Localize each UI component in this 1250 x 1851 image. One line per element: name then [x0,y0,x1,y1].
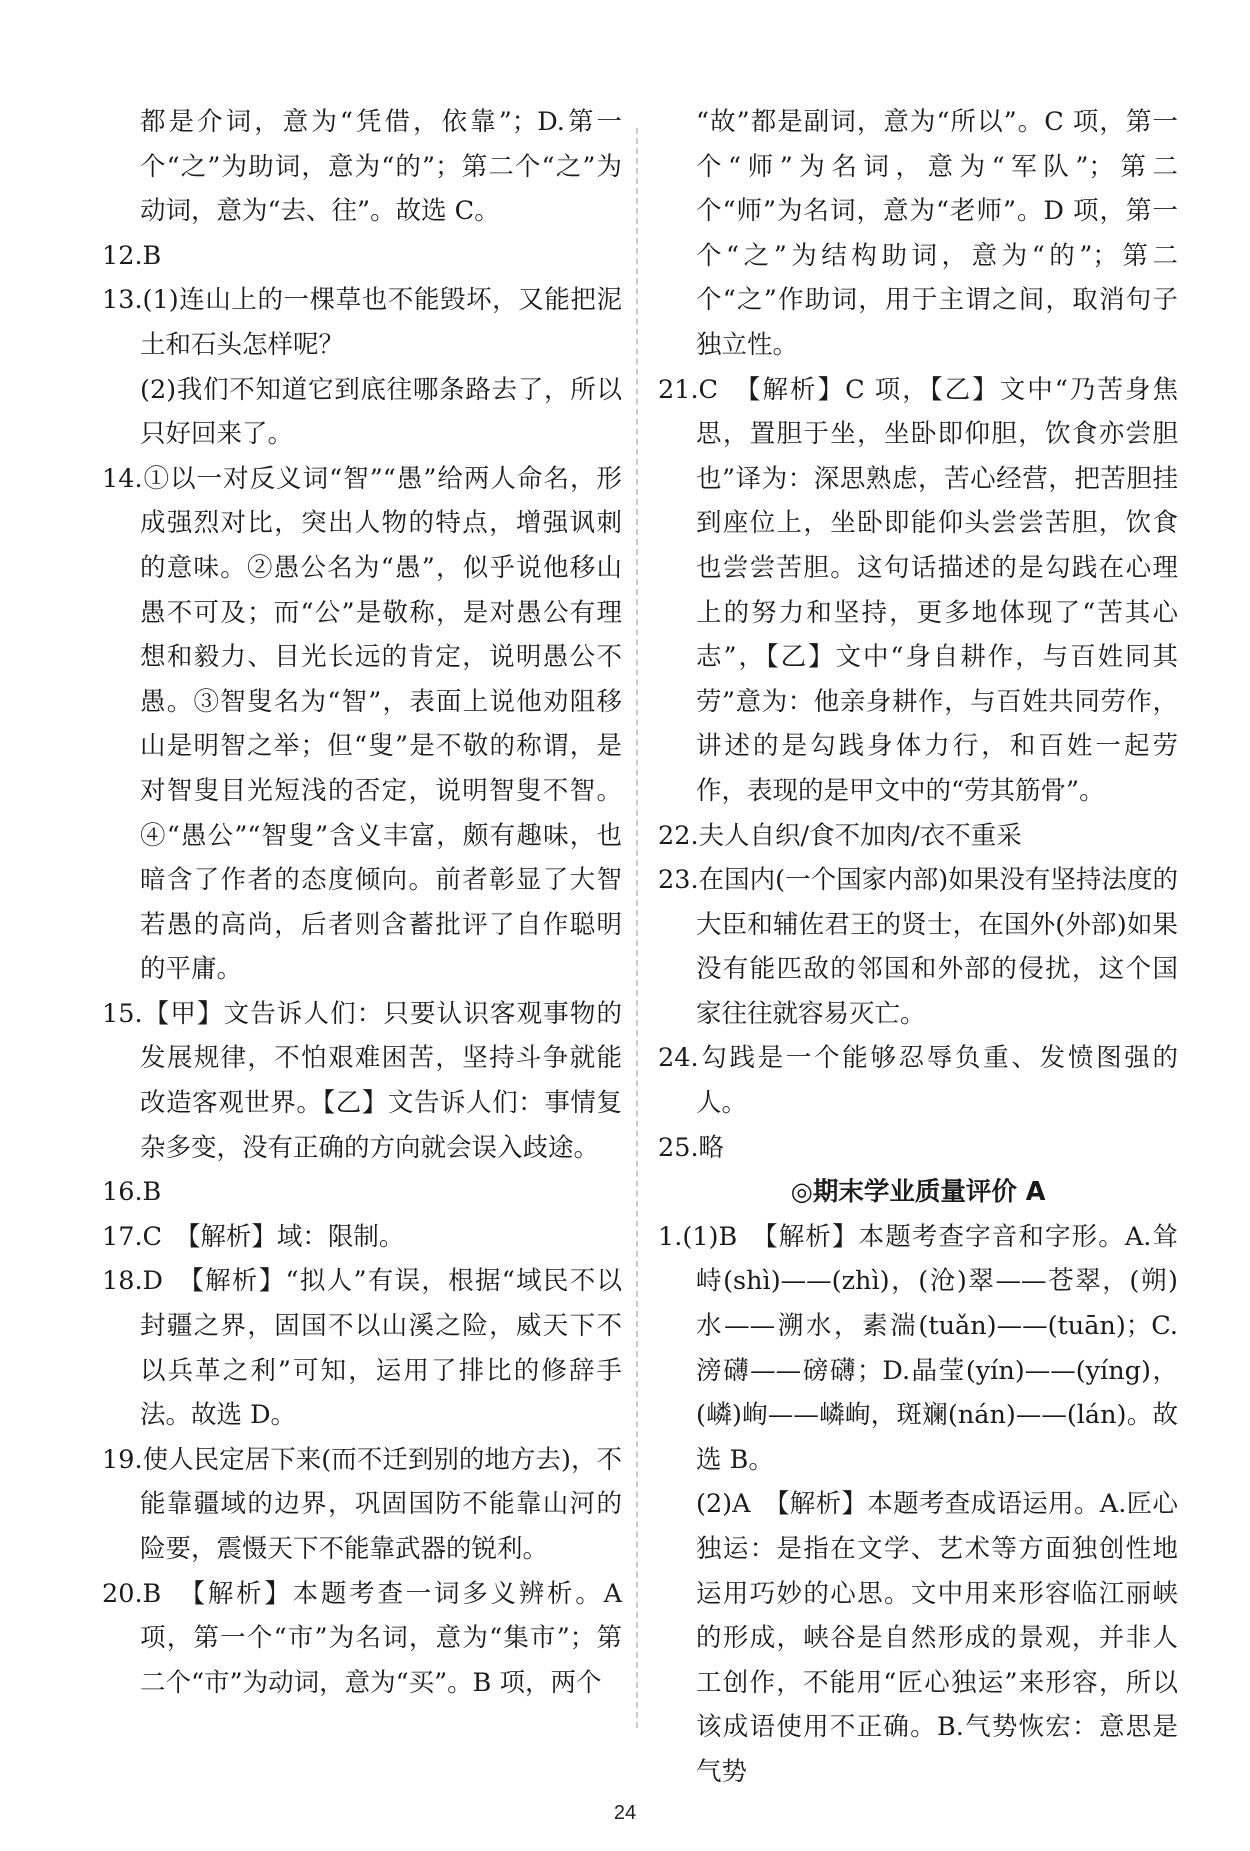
answer-item: 13.(1)连山上的一棵草也不能毁坏，又能把泥土和石头怎样呢？ [102,285,622,360]
answer-item: 25.略 [658,1132,725,1163]
answer-item: 19.使人民定居下来(而不迁到别的地方去)，不能靠疆域的边界，巩固国防不能靠山河的险要，震慑天下不能靠武器的锐利。 [102,1444,622,1564]
answer-item: 24.勾践是一个能够忍辱负重、发愤图强的人。 [658,1043,1178,1119]
continued-answer: 都是介词，意为“凭借，依靠”；D.第一个“之”为助词，意为“的”；第二个“之”为动词，意为“去、往”。故选 C。 [140,107,622,227]
sub-answer: (2)我们不知道它到底往哪条路去了，所以只好回来了。 [140,374,622,450]
left-column [102,100,622,1705]
right-column [658,100,1178,1795]
section-title: ◎期末学业质量评价 A [790,1177,1046,1208]
continued-answer: “故”都是副词，意为“所以”。C 项，第一个“师”为名词，意为“军队”；第二个“师”为名词，意为“老师”。D 项，第一个“之”为结构助词，意为“的”；第二个“之”作助词，用于主谓之间，取消句子独立性。 [696,107,1178,360]
answer-item: 17.C 【解析】域：限制。 [102,1221,405,1252]
answer-item: 20.B 【解析】本题考查一词多义辨析。A 项，第一个“市”为名词，意为“集市”；第二个“市”为动词，意为“买”。B 项，两个 [102,1578,622,1698]
answer-item: 21.C 【解析】C 项，【乙】文中“乃苦身焦思，置胆于坐，坐卧即仰胆，饮食亦尝胆也”译为：深思熟虑，苦心经营，把苦胆挂到座位上，坐卧即能仰头尝尝苦胆，饮食也尝尝苦胆。这句话描述的是勾践在心理上的努力和坚持，更多地体现了“苦其心志”，【乙】文中“身自耕作，与百姓同其劳”意为：他亲身耕作，与百姓共同劳作，讲述的是勾践身体力行，和百姓一起劳作，表现的是甲文中的“劳其筋骨”。 [658,374,1178,806]
answer-item: 22.夫人自织/食不加肉/衣不重采 [658,820,1022,851]
answer-item: 15.【甲】文告诉人们：只要认识客观事物的发展规律，不怕艰难困苦，坚持斗争就能改造客观世界。【乙】文告诉人们：事情复杂多变，没有正确的方向就会误入歧途。 [102,998,622,1163]
answer-item: 14.①以一对反义词“智”“愚”给两人命名，形成强烈对比，突出人物的特点，增强讽刺的意味。②愚公名为“愚”，似乎说他移山愚不可及；而“公”是敬称，是对愚公有理想和毅力、目光长远的肯定，说明愚公不愚。③智叟名为“智”，表面上说他劝阻移山是明智之举；但“叟”是不敬的称谓，是对智叟目光短浅的否定，说明智叟不智。④“愚公”“智叟”含义丰富，颇有趣味，也暗含了作者的态度倾向。前者彰显了大智若愚的高尚，后者则含蓄批评了自作聪明的平庸。 [102,463,622,985]
answer-item: 23.在国内(一个国家内部)如果没有坚持法度的大臣和辅佐君王的贤士，在国外(外部)如果没有能匹敌的邻国和外部的侵扰，这个国家往往就容易灭亡。 [658,865,1178,1029]
answer-item: 12.B [102,240,162,271]
answer-item: 18.D 【解析】“拟人”有误，根据“域民不以封疆之界，固国不以山溪之险，威天下不以兵革之利”可知，运用了排比的修辞手法。故选 D。 [102,1266,622,1431]
sub-answer: (2)A 【解析】本题考查成语运用。A.匠心独运：是指在文学、艺术等方面独创性地运用巧妙的心思。文中用来形容临江丽峡的形成，峡谷是自然形成的景观，并非人工创作，不能用“匠心独运”来形容，所以该成语使用不正确。B.气势恢宏：意思是气势 [696,1489,1178,1787]
column-divider [636,128,638,1728]
page-number: 24 [613,1802,637,1824]
answer-item: 16.B [102,1177,162,1208]
answer-item: 1.(1)B 【解析】本题考查字音和字形。A.耸峙(shì)——(zhì)，(沧)翠——苍翠，(朔)水——溯水，素湍(tuǎn)——(tuān)；C.滂礴——磅礴；D.晶莹(yín)——(yíng)，(嶙)峋——嶙峋，斑斓(nán)——(lán)。故选 B。 [658,1221,1178,1475]
